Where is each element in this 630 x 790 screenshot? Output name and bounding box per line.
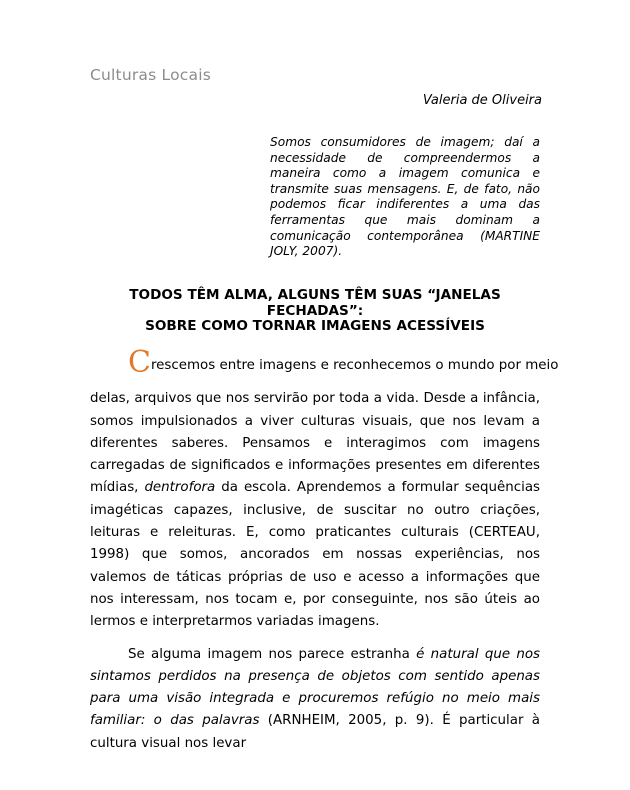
title-line-3: SOBRE COMO TORNAR IMAGENS ACESSÍVEIS — [145, 318, 485, 334]
epigraph-quote: Somos consumidores de imagem; daí a necessidade de compreendermos a maneira como a imagem comunica e transmite suas mensagens. E, de fato, não podemos ficar indiferentes a uma das ferramentas que mais dominam a comunicação contemporânea (MARTINE JOLY, 2007). — [270, 135, 540, 259]
paragraph-2-italic-quote: é natural que nos sintamos perdidos na presença de objetos com sentido apenas para uma visão integrada e procuremos refúgio no meio mais familiar: o das palavras — [90, 646, 540, 729]
paragraph-1-first-line — [90, 345, 559, 380]
paragraph-2-text-b: (ARNHEIM, 2005, p. 9). É particular à cultura visual nos levar — [90, 713, 540, 751]
paragraph-2 — [90, 644, 540, 755]
article-title — [90, 288, 540, 335]
article-body — [90, 345, 559, 755]
title-line-2: FECHADAS”: — [266, 302, 364, 319]
section-header: Culturas Locais — [90, 66, 211, 84]
paragraph-1 — [90, 345, 559, 634]
paragraph-1-text — [90, 388, 540, 633]
title-line-1: TODOS TÊM ALMA, ALGUNS TÊM SUAS “JANELAS — [129, 287, 501, 303]
paragraph-1-text-b: da escola. Aprendemos a formular sequências imagéticas capazes, inclusive, de suscitar no outro criações, leituras e releituras. E, como praticantes culturais (CERTEAU, 1998) que somos, ancorados em nossas experiências, nos valemos de táticas próprias de uso e acesso a informações que nos interessam, nos tocam e, por conseguinte, nos são úteis ao lermos e interpretarmos variadas imagens. — [90, 480, 541, 630]
paragraph-1-text-a: delas, arquivos que nos servirão por toda a vida. Desde a infância, somos impulsionados a viver culturas visuais, que nos levam a diferentes saberes. Pensamos e interagimos com imagens carregadas de significados e informações presentes em diferentes mídias, — [90, 391, 540, 496]
first-line-text: rescemos entre imagens e reconhecemos o mundo por meio — [150, 358, 559, 373]
drop-cap: C — [128, 345, 151, 380]
paragraph-1-italic-term: dentrofora — [144, 480, 216, 496]
author-name: Valeria de Oliveira — [422, 93, 542, 108]
paragraph-2-text-a: Se alguma imagem nos parece estranha — [128, 646, 417, 662]
